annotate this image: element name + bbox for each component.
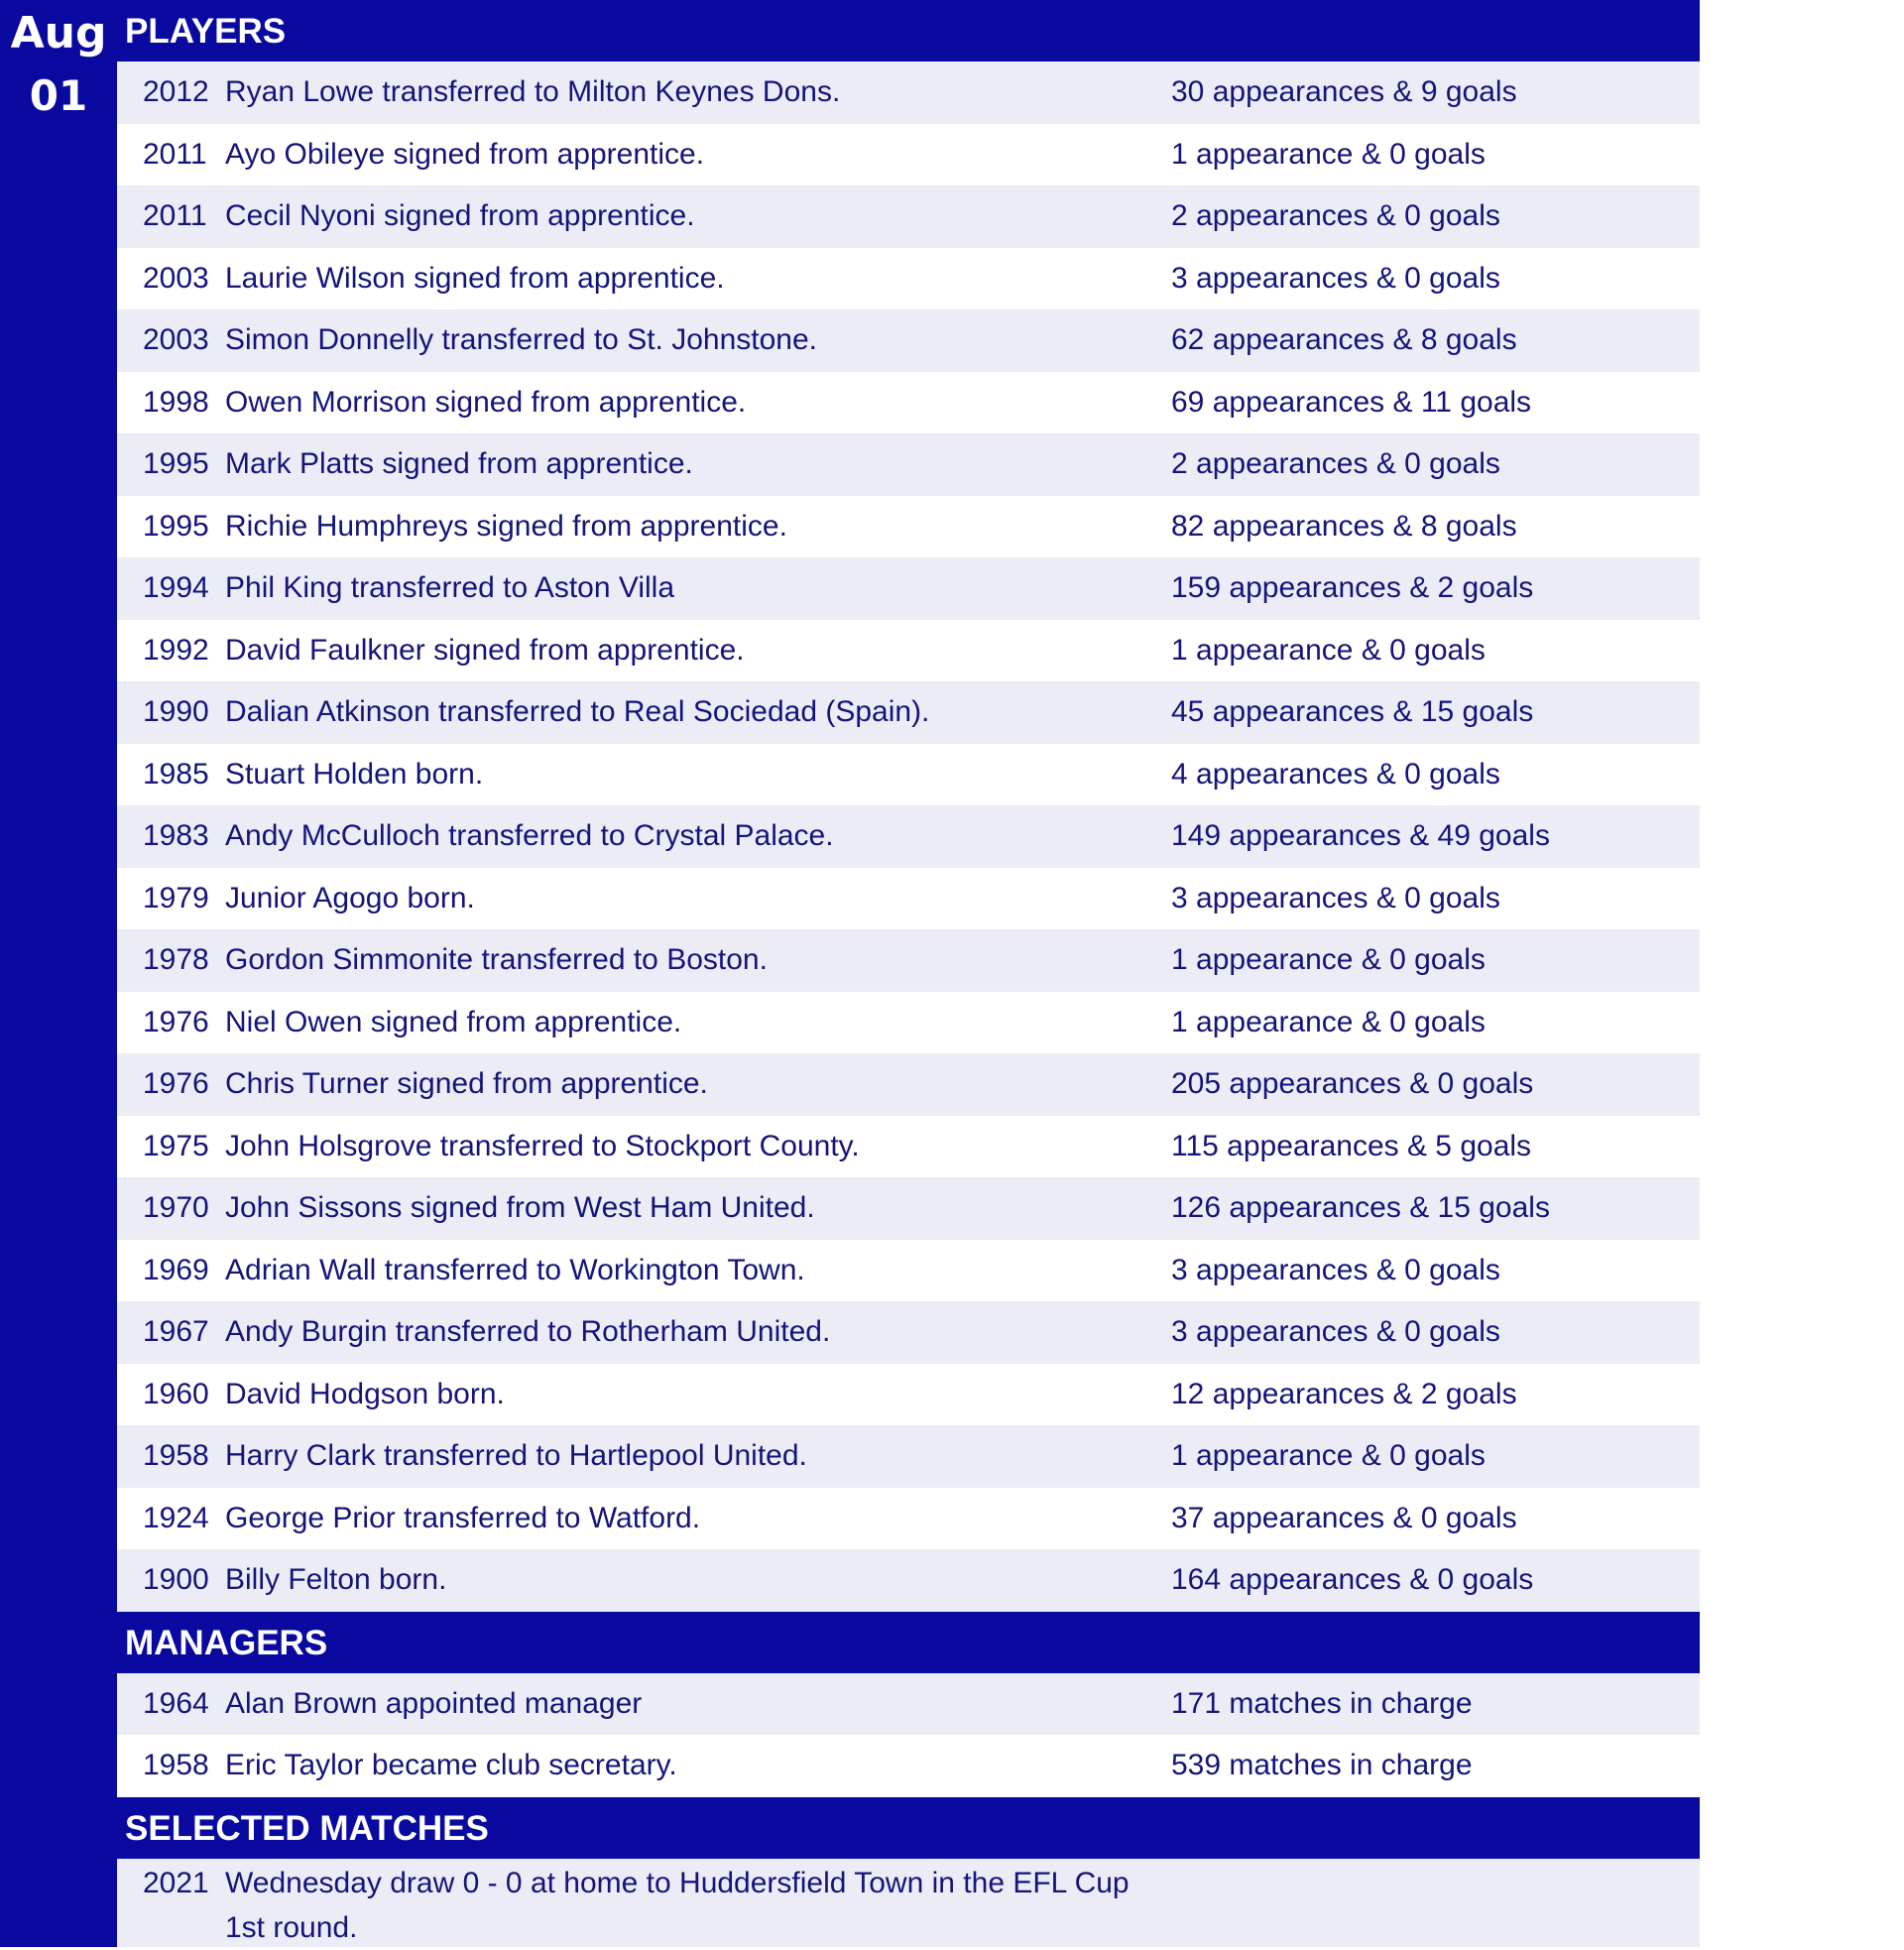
row-description: David Faulkner signed from apprentice. — [225, 633, 745, 667]
row-year: 1924 — [143, 1501, 209, 1534]
row-stat: 3 appearances & 0 goals — [1171, 261, 1500, 295]
players-header: PLAYERS — [117, 0, 1700, 61]
row-year: 1900 — [143, 1563, 209, 1596]
table-row — [117, 1425, 1700, 1488]
row-description: Gordon Simmonite transferred to Boston. — [225, 943, 768, 976]
row-year: 1976 — [143, 1005, 209, 1038]
row-year: 2003 — [143, 261, 209, 295]
row-description: Andy McCulloch transferred to Crystal Palace. — [225, 819, 834, 852]
table-row — [117, 620, 1700, 682]
row-description: Cecil Nyoni signed from apprentice. — [225, 199, 695, 232]
row-description: Simon Donnelly transferred to St. Johnstone. — [225, 323, 817, 356]
managers-list — [117, 1673, 1700, 1797]
table-row — [117, 124, 1700, 186]
row-stat: 115 appearances & 5 goals — [1171, 1129, 1532, 1162]
table-row — [117, 309, 1700, 372]
row-year: 2021 — [143, 1866, 209, 1899]
row-stat: 2 appearances & 0 goals — [1171, 199, 1500, 232]
row-year: 1994 — [143, 571, 209, 604]
row-stat: 1 appearance & 0 goals — [1171, 1439, 1486, 1472]
row-description: Chris Turner signed from apprentice. — [225, 1067, 708, 1100]
row-year: 1995 — [143, 447, 209, 480]
table-row — [117, 1673, 1700, 1736]
row-year: 1990 — [143, 695, 209, 728]
table-row — [117, 433, 1700, 496]
row-description: Junior Agogo born. — [225, 881, 475, 914]
row-year: 1958 — [143, 1439, 209, 1472]
managers-header: MANAGERS — [117, 1612, 1700, 1673]
date-day: 01 — [29, 71, 88, 120]
row-stat: 82 appearances & 8 goals — [1171, 509, 1517, 543]
table-row — [117, 248, 1700, 310]
row-description: George Prior transferred to Watford. — [225, 1501, 701, 1534]
row-year: 1969 — [143, 1253, 209, 1286]
row-year: 1975 — [143, 1129, 209, 1162]
table-row — [117, 1301, 1700, 1364]
row-year: 2012 — [143, 75, 209, 108]
row-description: Owen Morrison signed from apprentice. — [225, 385, 747, 419]
row-stat: 164 appearances & 0 goals — [1171, 1563, 1534, 1596]
row-stat: 62 appearances & 8 goals — [1171, 323, 1517, 356]
row-stat: 171 matches in charge — [1171, 1686, 1473, 1720]
row-stat: 1 appearance & 0 goals — [1171, 1005, 1486, 1038]
table-row — [117, 1053, 1700, 1116]
table-row — [117, 185, 1700, 248]
row-year: 1983 — [143, 819, 209, 852]
row-year: 1958 — [143, 1749, 209, 1781]
row-year: 2003 — [143, 323, 209, 356]
row-year: 1979 — [143, 881, 209, 914]
table-row — [117, 681, 1700, 744]
row-year: 1995 — [143, 509, 209, 543]
row-stat: 12 appearances & 2 goals — [1171, 1377, 1517, 1410]
table-row — [117, 805, 1700, 868]
row-description: Richie Humphreys signed from apprentice. — [225, 509, 787, 543]
row-description: Andy Burgin transferred to Rotherham United. — [225, 1315, 831, 1348]
row-stat: 69 appearances & 11 goals — [1171, 385, 1532, 419]
row-description — [225, 1861, 1177, 1950]
row-stat: 45 appearances & 15 goals — [1171, 695, 1534, 728]
table-row — [117, 744, 1700, 806]
date-sidebar — [0, 0, 117, 1947]
row-year: 1970 — [143, 1191, 209, 1224]
row-description: Harry Clark transferred to Hartlepool United. — [225, 1439, 807, 1472]
row-stat: 3 appearances & 0 goals — [1171, 881, 1500, 914]
row-description: David Hodgson born. — [225, 1377, 505, 1410]
matches-list — [117, 1859, 1700, 1947]
row-stat: 4 appearances & 0 goals — [1171, 757, 1500, 791]
table-row — [117, 496, 1700, 558]
table-row — [117, 1116, 1700, 1178]
row-year: 2011 — [143, 137, 207, 171]
row-description: Mark Platts signed from apprentice. — [225, 447, 693, 480]
row-stat: 37 appearances & 0 goals — [1171, 1501, 1517, 1534]
row-stat: 3 appearances & 0 goals — [1171, 1253, 1500, 1286]
table-row — [117, 868, 1700, 930]
row-stat: 30 appearances & 9 goals — [1171, 75, 1517, 108]
row-description: Stuart Holden born. — [225, 757, 484, 791]
row-description: Phil King transferred to Aston Villa — [225, 571, 675, 604]
match-row — [117, 1859, 1700, 1947]
row-description: Ayo Obileye signed from apprentice. — [225, 137, 705, 171]
row-description: Ryan Lowe transferred to Milton Keynes Dons. — [225, 75, 841, 108]
row-year: 1960 — [143, 1377, 209, 1410]
match-line-2: 1st round. — [225, 1910, 358, 1944]
table-row — [117, 1240, 1700, 1302]
row-year: 1967 — [143, 1315, 209, 1348]
row-stat: 126 appearances & 15 goals — [1171, 1191, 1550, 1224]
table-row — [117, 1364, 1700, 1426]
main-content — [117, 0, 1700, 1947]
match-line-1: Wednesday draw 0 - 0 at home to Huddersfield Town in the EFL Cup — [225, 1866, 1130, 1899]
row-description: Adrian Wall transferred to Workington Town. — [225, 1253, 805, 1286]
row-description: Laurie Wilson signed from apprentice. — [225, 261, 725, 295]
table-row — [117, 929, 1700, 992]
table-row — [117, 61, 1700, 124]
row-description: Alan Brown appointed manager — [225, 1686, 643, 1720]
row-stat: 149 appearances & 49 goals — [1171, 819, 1550, 852]
table-row — [117, 1177, 1700, 1240]
row-stat: 1 appearance & 0 goals — [1171, 137, 1486, 171]
row-stat: 205 appearances & 0 goals — [1171, 1067, 1534, 1100]
row-description: Billy Felton born. — [225, 1563, 447, 1596]
row-year: 1964 — [143, 1686, 209, 1720]
matches-header: SELECTED MATCHES — [117, 1797, 1700, 1859]
table-row — [117, 1549, 1700, 1612]
table-row — [117, 372, 1700, 434]
row-stat: 3 appearances & 0 goals — [1171, 1315, 1500, 1348]
row-year: 1985 — [143, 757, 209, 791]
row-stat: 2 appearances & 0 goals — [1171, 447, 1500, 480]
row-stat: 1 appearance & 0 goals — [1171, 943, 1486, 976]
row-description: John Holsgrove transferred to Stockport County. — [225, 1129, 860, 1162]
row-year: 1998 — [143, 385, 209, 419]
row-stat: 159 appearances & 2 goals — [1171, 571, 1534, 604]
row-description: Eric Taylor became club secretary. — [225, 1749, 677, 1781]
date-month: Aug — [10, 8, 107, 59]
row-year: 1992 — [143, 633, 209, 667]
row-year: 1978 — [143, 943, 209, 976]
row-description: John Sissons signed from West Ham United. — [225, 1191, 815, 1224]
row-stat: 1 appearance & 0 goals — [1171, 633, 1486, 667]
table-row — [117, 992, 1700, 1054]
table-row — [117, 557, 1700, 620]
row-year: 1976 — [143, 1067, 209, 1100]
table-row — [117, 1488, 1700, 1550]
players-list — [117, 61, 1700, 1612]
table-row — [117, 1735, 1700, 1797]
row-year: 2011 — [143, 199, 207, 232]
row-stat: 539 matches in charge — [1171, 1749, 1473, 1781]
row-description: Dalian Atkinson transferred to Real Sociedad (Spain). — [225, 695, 930, 728]
row-description: Niel Owen signed from apprentice. — [225, 1005, 682, 1038]
